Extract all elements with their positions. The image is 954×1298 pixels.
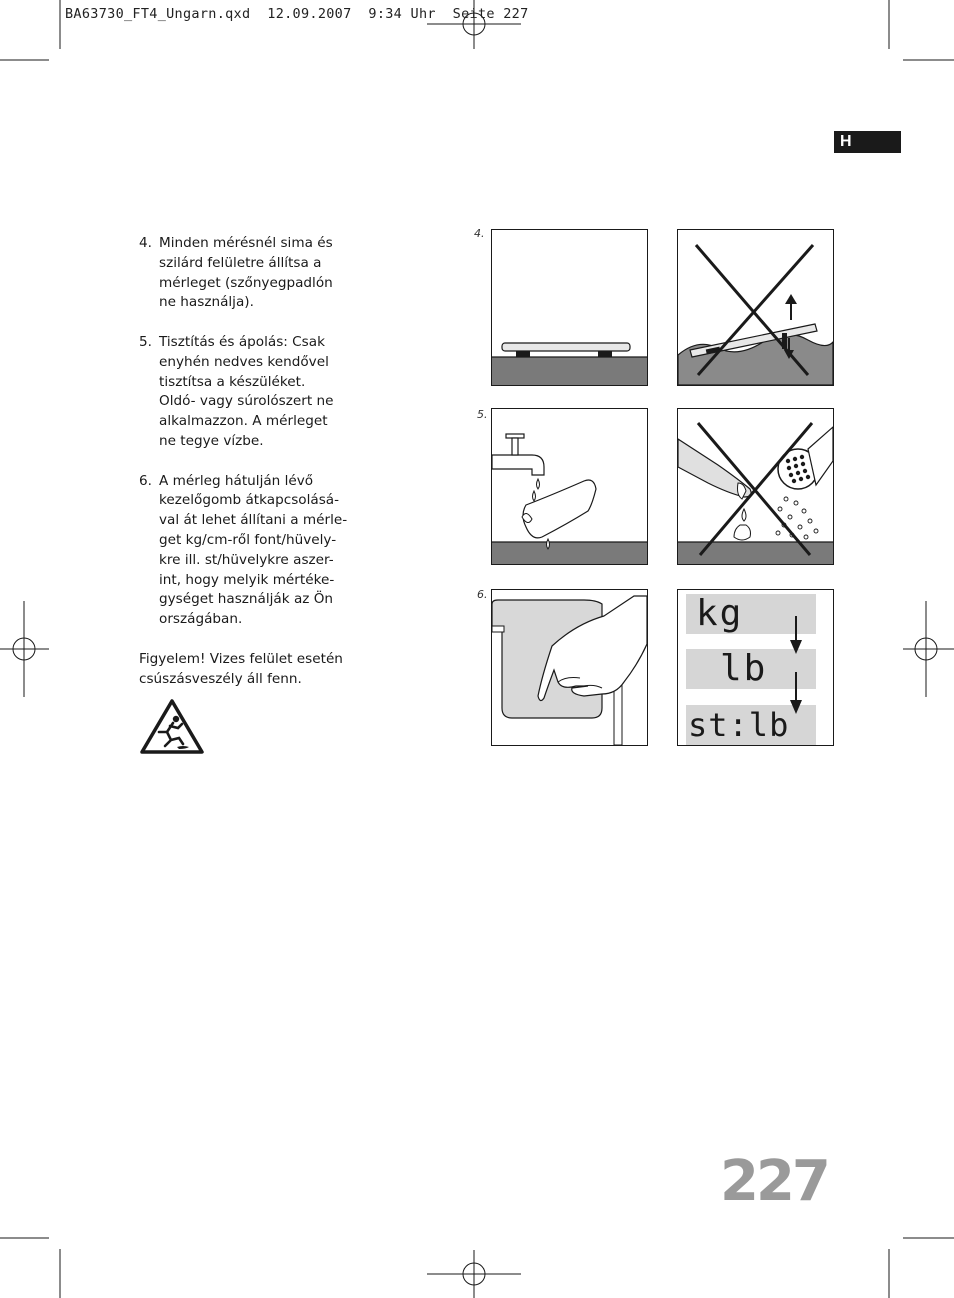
instruction-text: A mérleg hátulján lévő kezelőgomb átkapcsolásá- val át lehet állítani a mérle- get kg/cm-ről font/hüvely- kre ill. st/hüvelykre aszer- int, hogy melyik mértéke- gységet használják az Ön országában.	[159, 472, 348, 628]
registration-mark-icon	[427, 1250, 521, 1298]
instruction-item	[139, 234, 354, 313]
figure-hard-floor	[491, 229, 648, 386]
unit-label: lb	[720, 648, 768, 689]
file-slug: BA63730_FT4_Ungarn.qxd 12.09.2007 9:34 Uhr Seite 227	[65, 6, 529, 22]
figure-damp-cloth	[491, 408, 648, 565]
page-number: 227	[720, 1149, 828, 1214]
arrow-down-icon	[786, 616, 806, 728]
figure-back-switch	[491, 589, 648, 746]
figure-label: 6.	[477, 588, 488, 601]
instructions-column	[139, 234, 354, 689]
figure-carpet-wrong	[677, 229, 834, 386]
figure-unit-display	[677, 589, 834, 746]
instruction-item	[139, 472, 354, 630]
registration-mark-icon	[0, 601, 49, 697]
registration-mark-icon	[903, 601, 954, 697]
unit-label: kg	[696, 593, 744, 634]
instruction-number: 5.	[139, 333, 152, 350]
figure-label: 4.	[474, 227, 485, 240]
instruction-number: 4.	[139, 235, 152, 251]
figure-label: 5.	[477, 408, 488, 421]
language-tab: H	[834, 131, 901, 153]
instruction-number: 6.	[139, 472, 152, 489]
warning-note: Figyelem! Vizes felület esetén csúszásveszély áll fenn.	[139, 650, 343, 687]
slippery-floor-warning-icon	[139, 698, 205, 756]
unit-label: st:lb	[688, 706, 790, 744]
instruction-text: Minden mérésnél sima és szilárd felületre állítsa a mérleget (szőnyegpadlón ne használja).	[159, 235, 333, 311]
figure-scouring-wrong	[677, 408, 834, 565]
arrow-up-icon	[785, 294, 797, 320]
instruction-item	[139, 333, 354, 452]
instruction-text: Tisztítás és ápolás: Csak enyhén nedves kendővel tisztítsa a készüléket. Oldó- vagy súrolószert ne alkalmazzon. A mérleget ne tegye vízbe.	[159, 333, 334, 449]
